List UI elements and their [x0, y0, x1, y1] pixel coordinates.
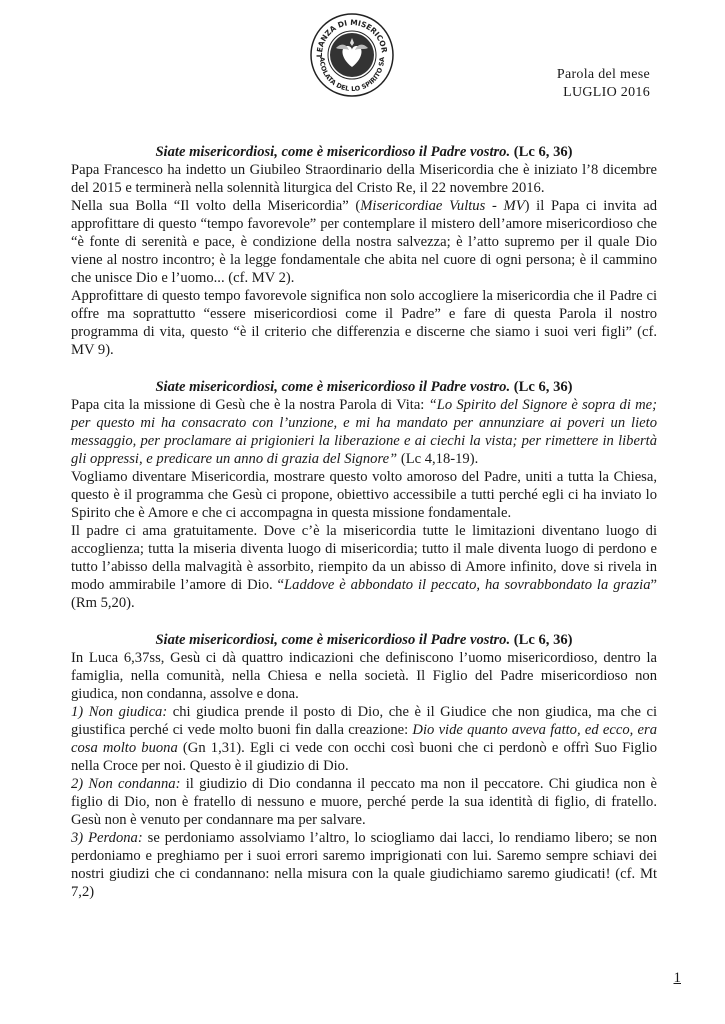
paragraph: Papa cita la missione di Gesù che è la nostra Parola di Vita: “Lo Spirito del Signore è sopra di me; per questo mi ha consacrato con l’unzione, e mi ha mandato per annunziare ai poveri un lieto messaggio, per proclamare ai prigionieri la liberazione e ai ciechi la vista; per rimettere in libertà gli oppressi, e predicare un anno di grazia del Signore” (Lc 4,18-19). [71, 397, 657, 467]
header-date-block [557, 66, 650, 102]
paragraph: Il padre ci ama gratuitamente. Dove c’è la misericordia tutte le limitazioni diventano luogo di accoglienza; tutta la miseria diventa luogo di misericordia; tutto il male diventa luogo di perdono e tutto l’abisso della malvagità è assorbito, riempito da un abisso di Amore infinito, dove si rivela in modo ammirabile l’amore di Dio. “Laddove è abbondato il peccato, ha sovrabbondato la grazia” (Rm 5,20). [71, 523, 657, 611]
list-item-2: 2) Non condanna: il giudizio di Dio condanna il peccato ma non il peccatore. Chi giudica non è figlio di Dio, non è fratello di nessuno e muore, perché perde la sua identità di figlio, di fratello. Gesù non è venuto per condannare ma per salvare. [71, 776, 657, 828]
paragraph: Approfittare di questo tempo favorevole significa non solo accogliere la misericordia che il Padre ci offre ma soprattutto “essere misericordiosi come il Padre” e fare di questa Parola il nostro programma di vita, questo “è il criterio che differenzia e discerne che siamo i suoi veri figli” (cf. MV 9). [71, 288, 657, 358]
community-logo [309, 12, 395, 98]
list-item-1: 1) Non giudica: chi giudica prende il posto di Dio, che è il Giudice che non giudica, ma che ci giustifica perché ci vede molto buoni fin dalla creazione: Dio vide quanto aveva fatto, ed ecco, era cosa molto buona (Gn 1,31). Egli ci vede con occhi così buoni che ci perdonò e offrì Suo Figlio nella Croce per noi. Questo è il giudizio di Dio. [71, 704, 658, 774]
header-label: Parola del mese [556, 67, 650, 82]
header-month: LUGLIO 2016 [563, 85, 650, 100]
paragraph: Nella sua Bolla “Il volto della Misericordia” (Misericordiae Vultus - MV) il Papa ci invita ad approfittare di questo “tempo favorevole” per contemplare il mistero dell’amore misericordioso che “è fonte di serenità e pace, è condizione della nostra salvezza; è l’atto supremo per il quale Dio viene al nostro incontro; è la legge fondamentale che abita nel cuore di ogni persona; è il cammino che unisce Dio e l’uomo... (cf. MV 2). [71, 198, 658, 286]
page-number: 1 [673, 970, 681, 986]
paragraph: Vogliamo diventare Misericordia, mostrare questo volto amoroso del Padre, uniti a tutta la Chiesa, questo è il programma che Gesù ci propone, obiettivo accessibile a tutti perché egli ci ha inviato lo Spirito che è Amore e che ci accompagna in questa missione fondamentale. [71, 469, 657, 521]
document-body [71, 143, 657, 901]
paragraph: Papa Francesco ha indetto un Giubileo Straordinario della Misericordia che è iniziato l’8 dicembre del 2015 e terminerà nella solennità liturgica del Cristo Re, il 22 novembre 2016. [71, 162, 657, 196]
list-item-3: 3) Perdona: se perdoniamo assolviamo l’altro, lo sciogliamo dai lacci, lo rendiamo libero; se non perdoniamo e preghiamo per i suoi errori saremo imprigionati con lui. Saremo sempre schiavi dei nostri giudizi che ci condannano: nella misura con la quale giudichiamo saremo giudicati! (cf. Mt 7,2) [71, 830, 657, 900]
section-heading: Siate misericordiosi, come è misericordioso il Padre vostro. (Lc 6, 36) [155, 144, 573, 160]
svg-text:ALLEANZA DI MISERICORDIA: LEANZA DI MISERICOR [314, 17, 389, 58]
svg-text:IMMACOLATA DEL LO SPIRITO SANT: ACOLATA DEL LO SPIRITO SA [317, 56, 387, 94]
paragraph: In Luca 6,37ss, Gesù ci dà quattro indicazioni che definiscono l’uomo misericordioso, dentro la famiglia, nella comunità, nella Chiesa e nella società. Il Figlio del Padre misericordioso non giudica, non condanna, assolve e dona. [71, 650, 657, 702]
section-3 [71, 649, 657, 901]
section-heading: Siate misericordiosi, come è misericordioso il Padre vostro. (Lc 6, 36) [155, 632, 573, 648]
section-heading: Siate misericordiosi, come è misericordioso il Padre vostro. (Lc 6, 36) [155, 379, 573, 395]
section-1 [71, 161, 657, 359]
section-2 [71, 396, 657, 612]
